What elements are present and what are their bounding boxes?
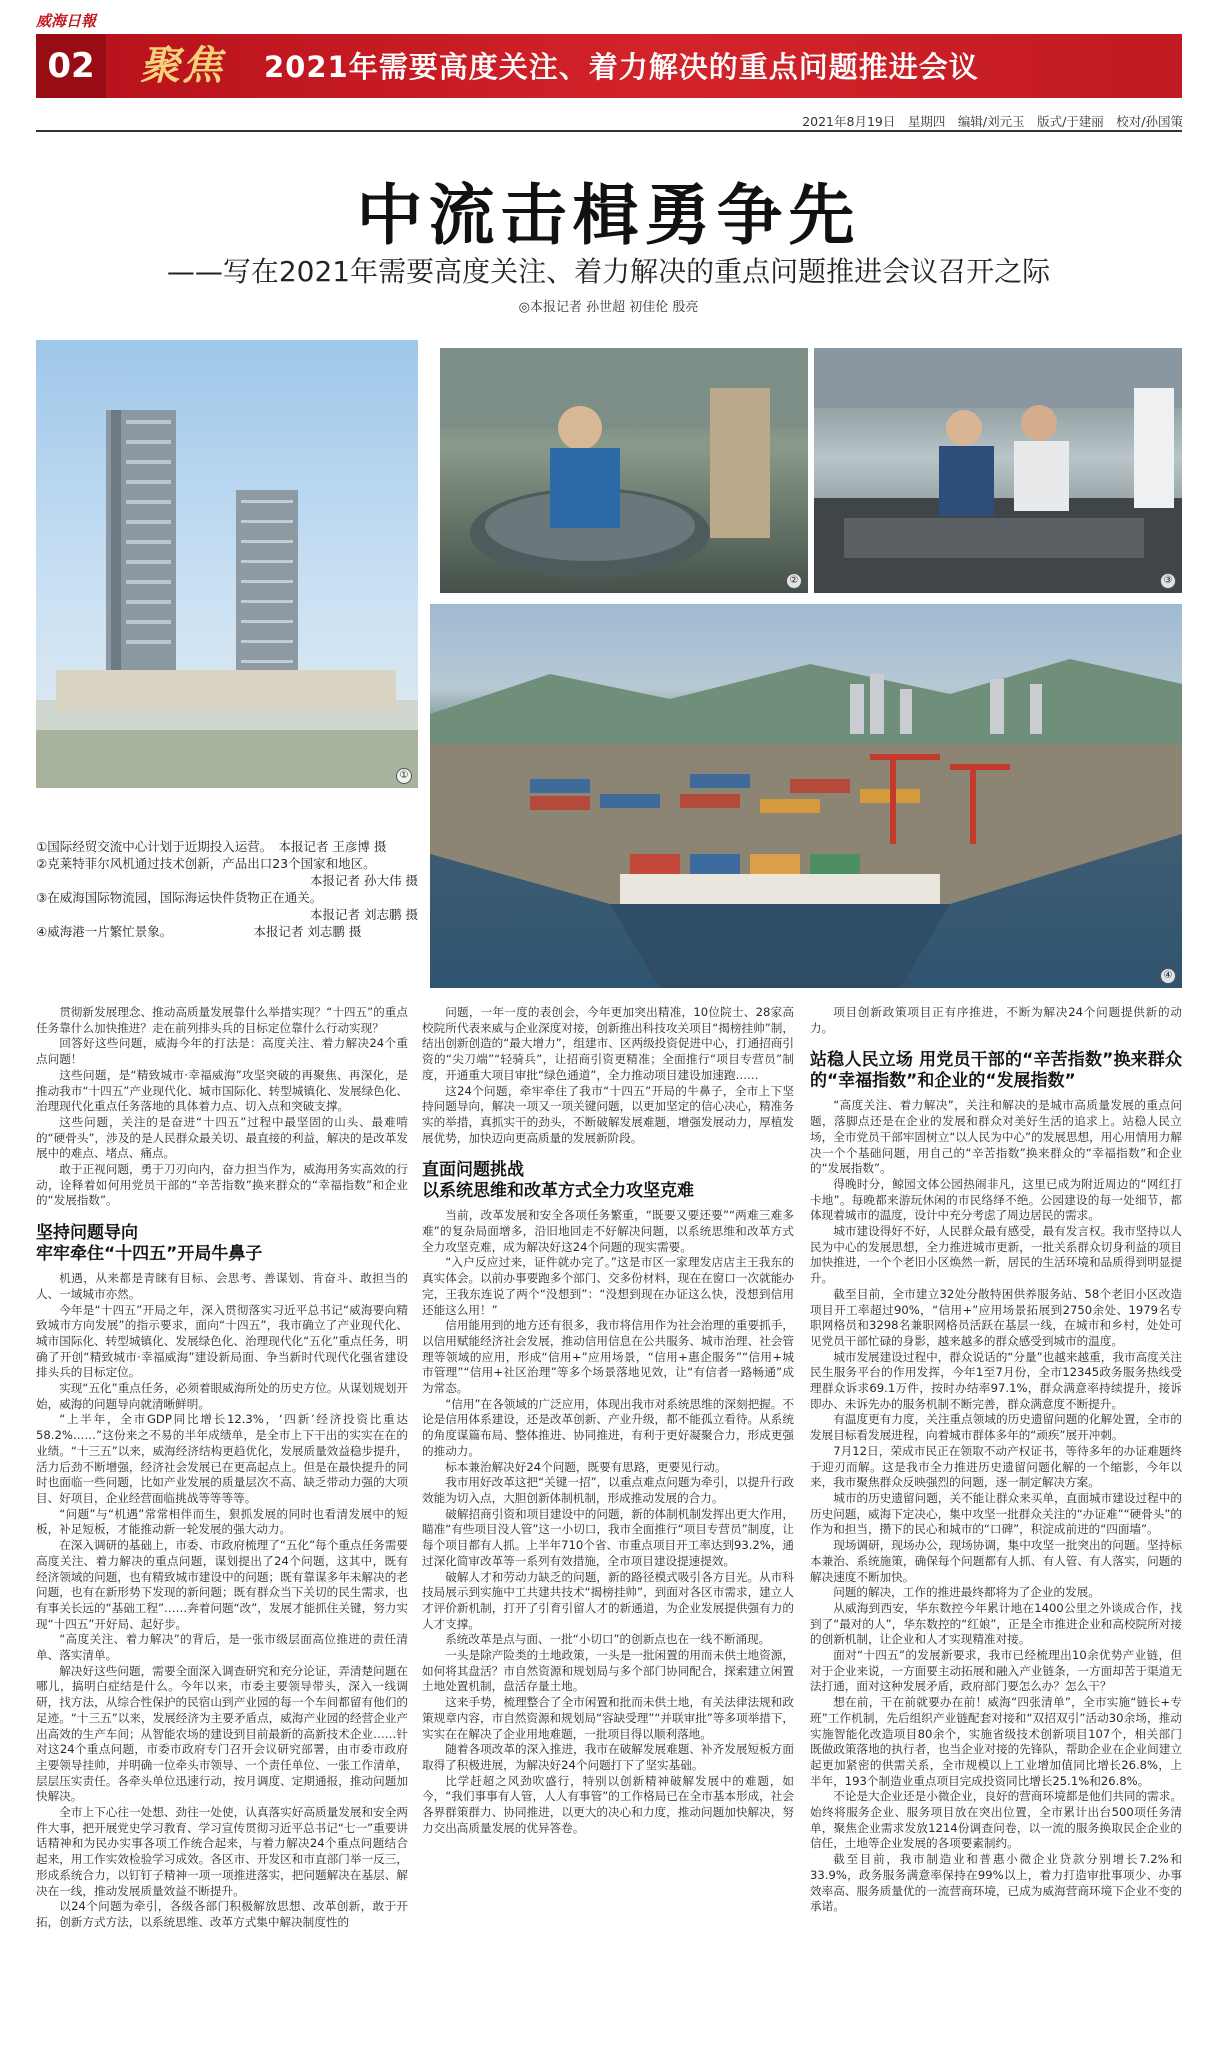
article-paragraph: 解决好这些问题，需要全面深入调查研究和充分论证，弄清楚问题在哪儿，搞明白症结是什么。今年以来，市委主要领导带头，深入一线调研，找方法，从综合性保护的民宿山到产业园的每一个车间都留有他们的足迹。“十三五”以来，发展经济为主要矛盾点，威海产业园的经营企业产出高效的生产车间；从智能农场的建设到目前最新的高新技术企业……针对这24个重点问题，市委市政府专门召开会议研究部署，由市委市政府主要领导挂帅，并明确一位牵头市领导、一个责任单位、一张工作清单，层层压实责任。各牵头单位迅速行动，按月调度、定期通报，推动问题加快解决。: [36, 1663, 408, 1804]
towers-illustration: [36, 340, 418, 788]
caption-credit: 本报记者 孙大伟 摄: [310, 873, 418, 888]
port-illustration: [430, 604, 1182, 988]
article-paragraph: 城市建设得好不好，人民群众最有感受，最有发言权。我市坚持以人民为中心的发展思想，全力推进城市更新，一批关系群众切身利益的项目加快推进，一个个老旧小区焕然一新，居民的生活环境和品质得到明显提升。: [810, 1224, 1182, 1286]
article-byline: ◎本报记者 孙世超 初佳伦 殷亮: [518, 300, 699, 315]
newspaper-logo: 威海日報: [36, 12, 97, 30]
article-paragraph: 破解人才和劳动力缺乏的问题，新的路径模式吸引各方目光。从市科技局展示到实施中工共建共技术“揭榜挂帅”，到面对各区市需求，建立人才评价新机制，打开了引育引留人才的新通道，为企业发展提供强有力的人才支撑。: [422, 1569, 794, 1631]
caption: ②克莱特菲尔风机通过技术创新，产品出口23个国家和地区。: [36, 856, 376, 871]
article-paragraph: 这些问题，是“精致城市·幸福威海”攻坚突破的再聚焦、再深化，是推动我市“十四五”产业现代化、城市国际化、转型城镇化、发展绿色化、治理现代化重点任务落地的具体着力点、切入点和突破支撑。: [36, 1067, 408, 1114]
article-paragraph: 系统改革是点与面、一批“小切口”的创新点也在一线不断涌现。: [445, 1632, 771, 1647]
caption: ①国际经贸交流中心计划于近期投入运营。 本报记者 王彦博 摄: [36, 839, 387, 854]
page-number: 02: [36, 34, 106, 98]
article-paragraph: 得晚时分，鲸园文体公园热闹非凡，这里已成为附近周边的“网红打卡地”。每晚都来游玩休闲的市民络绎不绝。公园建设的每一处细节，都体现着城市的温度，设计中充分考虑了周边居民的需求。: [810, 1176, 1182, 1223]
article-paragraph: 项目创新政策项目正有序推进，不断为解决24个问题提供新的动力。: [810, 1005, 1182, 1035]
photo-number: ④: [1160, 968, 1176, 984]
article-paragraph: 城市发展建设过程中，群众说话的“分量”也越来越重，我市高度关注民生服务平台的作用发挥，今年1至7月份，全市12345政务服务热线受理群众诉求69.1万件，按时办结率97.1%，群众满意率持续提升，接诉即办、未诉先办的服务机制不断完善，群众满意度不断提升。: [810, 1349, 1182, 1411]
article-paragraph: 面对“十四五”的发展新要求，我市已经梳理出10余优势产业链，但对于企业来说，一方面要主动拓展和融入产业链条，一方面却苦于渠道无法打通，面对这种发展矛盾，政府部门要怎么办？怎么干？: [810, 1648, 1182, 1694]
article-paragraph: 实现“五化”重点任务，必须着眼威海所处的历史方位。从谋划规划开始，威海的问题导向就清晰鲜明。: [36, 1381, 408, 1411]
article-paragraph: 信用能用到的地方还有很多，我市将信用作为社会治理的重要抓手，以信用赋能经济社会发展，推动信用信息在公共服务、城市治理、社会管理等领域的应用，形成“信用+”应用场景，“信用+惠企服务”“信用+城市管理”“信用+社区治理”等多个场景落地见效，让“有信者一路畅通”成为常态。: [422, 1318, 794, 1396]
article-paragraph: 在深入调研的基础上，市委、市政府梳理了“五化”每个重点任务需要高度关注、着力解决的重点问题，谋划提出了24个问题，这其中，既有经济领域的问题，也有精致城市建设中的问题；既有靠谋多年未解决的老问题，也有在新形势下发现的新问题；既有群众当下关切的民生需求，也有事关长远的“基础工程”……奔着问题“改”，发展才能抓住关键，努力实现“十四五”开好局、起好步。: [36, 1538, 408, 1631]
article-paragraph: “信用”在各领域的广泛应用，体现出我市对系统思维的深刻把握。不论是信用体系建设，还是改革创新、产业升级，都不能孤立看待。从系统的角度谋篇布局、整体推进、协同推进，有利于更好凝聚合力，形成更强的推动力。: [422, 1396, 794, 1458]
section-heading: 站稳人民立场 用党员干部的“辛苦指数”换来群众的“幸福指数”和企业的“发展指数”: [810, 1050, 1182, 1092]
article-paragraph: 随着各项改革的深入推进，我市在破解发展难题、补齐发展短板方面取得了积极进展，为解决好24个问题打下了坚实基础。: [422, 1742, 794, 1772]
photo-number: ②: [786, 573, 802, 589]
article-paragraph: 贯彻新发展理念、推动高质量发展靠什么举措实现？“十四五”的重点任务靠什么加快推进？走在前列排头兵的目标定位靠什么行动实现？: [36, 1005, 408, 1035]
photo-port: [430, 604, 1182, 988]
photo-logistics-customs: [814, 348, 1182, 593]
article-paragraph: 今年是“十四五”开局之年，深入贯彻落实习近平总书记“威海要向精致城市方向发展”的指示要求，面向“十四五”，我市确立了产业现代化、城市国际化、转型城镇化、发展绿色化、治理现代化“五化”重点任务，明确了开创“精致城市·幸福威海”建设新局面、争当新时代现代化强省建设排头兵的目标定位。: [36, 1302, 408, 1380]
photo-number: ③: [1160, 573, 1176, 589]
header-rule: [36, 130, 1182, 132]
photo-number: ①: [396, 768, 412, 784]
article-paragraph: 标本兼治解决好24个问题，既要有思路，更要见行动。: [445, 1459, 727, 1474]
workshop-illustration: [440, 348, 808, 593]
article-paragraph: “入户反应过来，证件就办完了。”这是市区一家理发店店主王我东的真实体会。以前办事要跑多个部门、交多份材料，现在在窗口一次就能办完，王我东连说了两个“没想到”：“没想到现在办证这么快，没想到信用还能这么用！”: [422, 1255, 794, 1317]
caption-credit: 本报记者 刘志鹏 摄: [310, 907, 418, 922]
article-paragraph: “高度关注、着力解决”，关注和解决的是城市高质量发展的重点问题，落脚点还是在企业的发展和群众对美好生活的追求上。站稳人民立场，全市党员干部牢固树立“以人民为中心”的发展思想，用心用情用力解决一个个基础问题，用自己的“辛苦指数”换来群众的“幸福指数”和企业的“发展指数”。: [810, 1098, 1182, 1176]
article-paragraph: 不论是大企业还是小微企业，良好的营商环境都是他们共同的需求。始终将服务企业、服务项目放在突出位置，全市累计出台500项任务清单，聚焦企业需求发放1214份调查问卷，以一流的服务换取民企企业的信任，土地等企业发展的各项要素制约。: [810, 1789, 1182, 1851]
article-paragraph: 一头是除产险类的土地政策，一头是一批闲置的用而未供土地资源，如何将其盘活？市自然资源和规划局与多个部门协同配合，探索建立闲置土地处置机制，盘活存量土地。: [422, 1648, 794, 1694]
article-paragraph: “问题”与“机遇”常常相伴而生，狠抓发展的同时也看清发展中的短板，补足短板，才能推动新一轮发展的强大动力。: [36, 1506, 408, 1537]
article-title: 中流击楫勇争先: [356, 176, 861, 254]
article-paragraph: 比学赶超之风劲吹盛行，特别以创新精神破解发展中的难题，如今，“我们事事有人管，人人有事管”的工作格局已在全市基本形成，社会各界群策群力、协同推进，以更大的决心和力度，推动问题加快解决，努力交出高质量发展的优异答卷。: [422, 1773, 794, 1835]
caption: ③在威海国际物流园，国际海运快件货物正在通关。: [36, 890, 323, 905]
article-paragraph: 从威海到西安，华东数控今年累计地在1400公里之外谈成合作，找到了“最对的人”，华东数控的“红娘”，正是全市推进企业和高校院所对接的创新机制，让企业和人才实现精准对接。: [810, 1600, 1182, 1647]
article-paragraph: 问题的解决，工作的推进最终都将为了企业的发展。: [833, 1585, 1100, 1600]
article-column-1: [36, 1005, 408, 1931]
article-subtitle: ——写在2021年需要高度关注、着力解决的重点问题推进会议召开之际: [166, 255, 1051, 288]
dateline: 2021年8月19日 星期四 编辑/刘元玉 版式/于建丽 校对/孙国策: [802, 114, 1183, 129]
article-paragraph: 这24个问题，牵牢牵住了我市“十四五”开局的牛鼻子，全市上下坚持问题导向，解决一项又一项关键问题，以更加坚定的信心决心，精准务实的举措，真抓实干的劲头，不断破解发展难题，增强发展动力，厚植发展优势，加快迈向更高质量的发展新阶段。: [422, 1083, 794, 1145]
article-paragraph: 全市上下心往一处想、劲往一处使，认真落实好高质量发展和安全两件大事，把开展党史学习教育、学习宣传贯彻习近平总书记“七一”重要讲话精神和为民办实事各项工作统合起来，与着力解决24个重点问题结合起来，用工作实效检验学习成效。各区市、开发区和市直部门举一反三，形成系统合力，以钉钉子精神一项一项推进落实，把问题解决在基层、解决在一线，推动发展质量效益不断提升。: [36, 1805, 408, 1898]
photo-trade-center: [36, 340, 418, 788]
article-paragraph: 以24个问题为牵引，各级各部门积极解放思想、改革创新，敢于开拓，创新方式方法，以系统思维、改革方式集中解决制度性的: [36, 1899, 408, 1929]
article-paragraph: 问题，一年一度的表创会，今年更加突出精准，10位院士、28家高校院所代表来威与企业深度对接，创新推出科技攻关项目“揭榜挂帅”制，结出创新创造的“最大增力”，组建市、区两级投资促进中心，打通招商引资的“尖刀端”“轻骑兵”，让招商引资更精准；全面推行“项目专营员”制度，开通重大项目审批“绿色通道”，全力推动项目建设加速跑……: [422, 1005, 794, 1082]
section-heading: 直面问题挑战 以系统思维和改革方式全力攻坚克难: [422, 1160, 694, 1202]
article-paragraph: 这来手势，梳理整合了全市闲置和批而未供土地，有关法律法规和政策规章内容，市自然资源和规划局“容缺受理”“并联审批”等多项举措下，实实在在解决了企业用地难题，一批项目得以顺利落地。: [422, 1695, 794, 1741]
article-paragraph: 这些问题，关注的是奋进“十四五”过程中最坚固的山头、最难啃的“硬骨头”，涉及的是人民群众最关切、最直接的利益，解决的是改革发展中的难点、堵点、痛点。: [36, 1114, 408, 1161]
article-column-2: [422, 1005, 794, 1836]
article-column-3: [810, 1005, 1182, 1915]
article-paragraph: “高度关注、着力解决”的背后，是一张市级层面高位推进的责任清单、落实清单。: [36, 1632, 408, 1663]
photo-fan-workshop: [440, 348, 808, 593]
article-paragraph: 7月12日，荣成市民正在领取不动产权证书，等待多年的办证难题终于迎刃而解。这是我市全力推进历史遗留问题化解的一个缩影，今年以来，我市聚焦群众反映强烈的问题，逐一制定解决方案。: [810, 1443, 1182, 1490]
section-heading: 坚持问题导向 牢牢牵住“十四五”开局牛鼻子: [36, 1223, 263, 1265]
article-paragraph: “上半年，全市GDP同比增长12.3%，‘四新’经济投资比重达58.2%……”这份来之不易的半年成绩单，是全市上下干出的实实在在的业绩。“十三五”以来，威海经济结构更趋优化，发展质量效益稳步提升，活力后劲不断增强，经济社会发展已在更高起点上。但是在最快提升的同时也面临一些问题，比如产业发展的质量层次不高、缺乏带动力强的大项目、好项目，企业经营面临挑战等等等等。: [36, 1412, 408, 1505]
article-paragraph: 机遇，从来都是青睐有目标、会思考、善谋划、肯奋斗、敢担当的人、一域城市亦然。: [36, 1271, 408, 1301]
column-title: 2021年需要高度关注、着力解决的重点问题推进会议: [264, 50, 979, 84]
article-paragraph: 想在前，干在前就要办在前！威海“四张清单”，全市实施“链长+专班”工作机制，先后组织产业链配套对接和“双招双引”活动30余场，推动实施智能化改造项目80余个，实施省级技术创新项目107个，相关部门既做政策落地的执行者，也当企业对接的先锋队，帮助企业在企业间建立起更加紧密的供需关系，全市规模以上工业增加值同比增长26.8%，上半年，193个制造业重点项目完成投资同比增长25.1%和26.8%。: [810, 1695, 1182, 1788]
article-paragraph: 城市的历史遗留问题，关不能让群众来买单，直面城市建设过程中的历史问题，威海下定决心，集中攻坚一批群众关注的“办证难”“硬骨头”的作为和担当，攒下的民心和城市的“口碑”，积淀成前进的“四面墙”。: [810, 1490, 1182, 1537]
caption: ④威海港一片繁忙景象。 本报记者 刘志鹏 摄: [36, 924, 362, 939]
article-paragraph: 当前，改革发展和安全各项任务繁重，“既要又要还要”“两难三难多难”的复杂局面增多，沿旧地回走不好解决问题，以系统思维和改革方式全力攻坚克难，成为解决好这24个问题的现实需要。: [422, 1208, 794, 1254]
customs-illustration: [814, 348, 1182, 593]
article-paragraph: 截至目前，我市制造业和普惠小微企业贷款分别增长7.2%和33.9%，政务服务满意率保持在99%以上，着力打造审批事项少、办事效率高、服务质量优的一流营商环境，已成为威海营商环境下企业不变的承诺。: [810, 1852, 1182, 1914]
article-paragraph: 截至目前，全市建立32处分散特困供养服务站、58个老旧小区改造项目开工率超过90%，“信用+”应用场景拓展到2750余处、1979名专职网格员和3298名兼职网格员活跃在基层一线，在城市和乡村，处处可见党员干部忙碌的身影，越来越多的群众感受到城市的温度。: [810, 1286, 1182, 1348]
article-paragraph: 现场调研，现场办公，现场协调，集中攻坚一批突出的问题。坚持标本兼治、系统施策，确保每个问题都有人抓、有人管、有人落实，问题的解决速度不断加快。: [810, 1538, 1182, 1584]
column-name: 聚焦: [140, 42, 224, 89]
article-paragraph: 敢于正视问题，勇于刀刃向内，奋力担当作为，威海用务实高效的行动，诠释着如何用党员干部的“辛苦指数”换来群众的“幸福指数”和企业的“发展指数”。: [36, 1162, 408, 1208]
article-paragraph: 破解招商引资和项目建设中的问题，新的体制机制发挥出更大作用，瞄准“有些项目没人管”这一小切口，我市全面推行“项目专营员”制度，让每个项目都有人抓。上半年710个省、市重点项目开工率达到93.2%，通过深化简审改革等一系列有效措施，全市项目建设提速提效。: [422, 1506, 794, 1568]
article-paragraph: 我市用好改革这把“关键一招”，以重点难点问题为牵引，以提升行政效能为切入点，大胆创新体制机制，形成推动发展的合力。: [422, 1475, 794, 1505]
article-paragraph: 有温度更有力度，关注重点领域的历史遗留问题的化解处置，全市的发展目标看发展进程，向着城市群体多年的“顽疾”展开冲刺。: [810, 1412, 1182, 1443]
article-paragraph: 回答好这些问题，威海今年的打法是：高度关注、着力解决24个重点问题！: [36, 1036, 408, 1067]
photo-captions: [36, 838, 418, 940]
